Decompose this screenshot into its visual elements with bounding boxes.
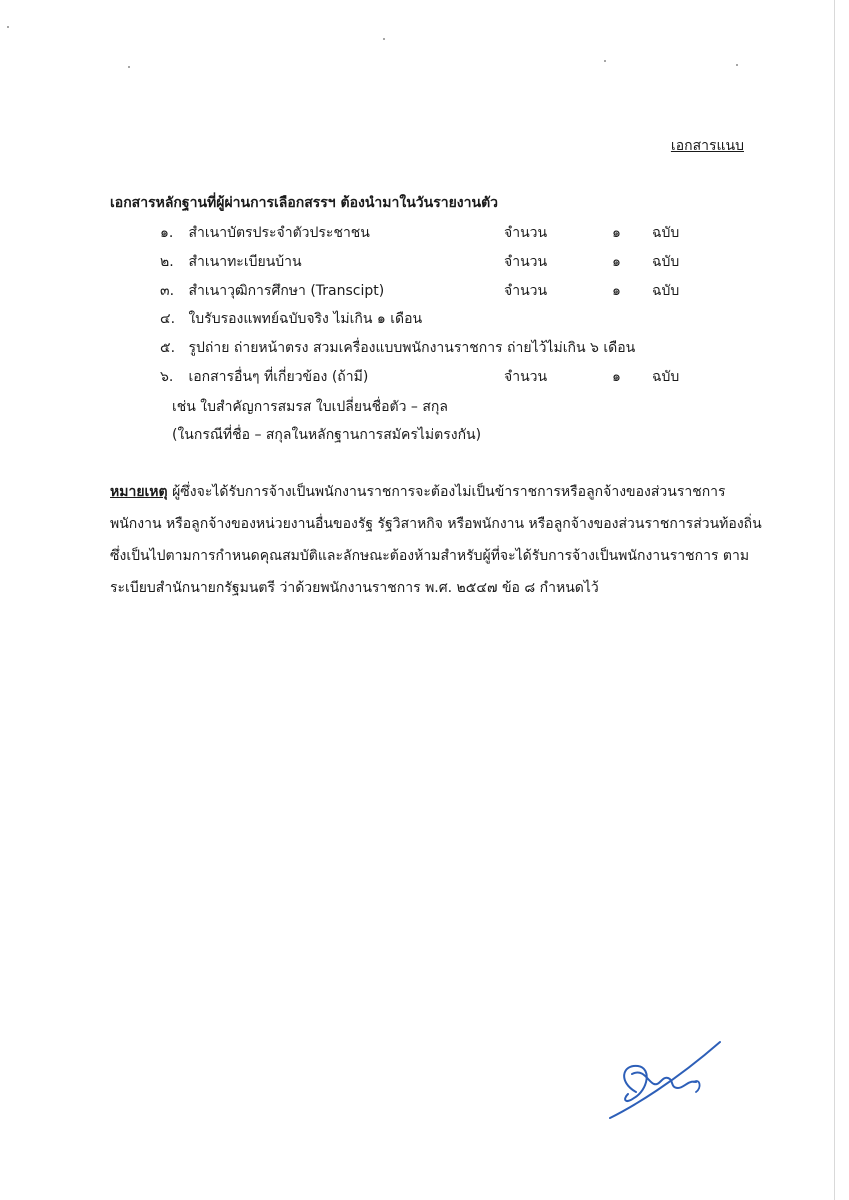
item-label: เอกสารอื่นๆ ที่เกี่ยวข้อง (ถ้ามี) — [188, 369, 369, 385]
item-number: ๑. — [160, 225, 174, 241]
remark-block — [110, 476, 760, 604]
item-label: สำเนาทะเบียนบ้าน — [188, 254, 302, 270]
item-note: เช่น ใบสำคัญการสมรส ใบเปลี่ยนชื่อตัว – สกุล — [172, 399, 448, 415]
list-item — [160, 251, 302, 273]
item-number: ๓. — [160, 283, 175, 299]
item-qty-word: จำนวน — [504, 225, 548, 241]
item-qty: ๑ — [612, 369, 621, 385]
item-unit: ฉบับ — [652, 254, 680, 270]
page-edge — [834, 0, 835, 1200]
item-qty-word: จำนวน — [504, 283, 548, 299]
item-number: ๒. — [160, 254, 174, 270]
item-qty-word: จำนวน — [504, 254, 548, 270]
scan-speck — [736, 64, 738, 66]
item-unit: ฉบับ — [652, 283, 680, 299]
item-label: รูปถ่าย ถ่ายหน้าตรง สวมเครื่องแบบพนักงานราชการ ถ่ายไว้ไม่เกิน ๖ เดือน — [188, 340, 636, 356]
list-item — [160, 308, 422, 330]
item-qty: ๑ — [612, 283, 621, 299]
item-unit: ฉบับ — [652, 225, 680, 241]
item-label: สำเนาบัตรประจำตัวประชาชน — [188, 225, 370, 241]
item-label: สำเนาวุฒิการศึกษา (Transcipt) — [188, 283, 385, 299]
item-label: ใบรับรองแพทย์ฉบับจริง ไม่เกิน ๑ เดือน — [188, 311, 423, 327]
remark-line: ซึ่งเป็นไปตามการกำหนดคุณสมบัติและลักษณะต้องห้ามสำหรับผู้ที่จะได้รับการจ้างเป็นพนักงานราชการ ตาม — [110, 548, 750, 564]
scan-speck — [383, 38, 385, 40]
list-item — [160, 337, 635, 359]
scan-speck — [128, 66, 130, 68]
item-note: (ในกรณีที่ชื่อ – สกุลในหลักฐานการสมัครไม่ตรงกัน) — [172, 427, 482, 443]
remark-line: ระเบียบสำนักนายกรัฐมนตรี ว่าด้วยพนักงานราชการ พ.ศ. ๒๕๔๗ ข้อ ๘ กำหนดไว้ — [110, 580, 599, 596]
item-number: ๖. — [160, 369, 174, 385]
signature-icon — [604, 1038, 728, 1124]
item-unit: ฉบับ — [652, 369, 680, 385]
remark-line: พนักงาน หรือลูกจ้างของหน่วยงานอื่นของรัฐ รัฐวิสาหกิจ หรือพนักงาน หรือลูกจ้างของส่วนราชการส่วนท้องถิ่น — [110, 516, 762, 532]
document-heading: เอกสารหลักฐานที่ผู้ผ่านการเลือกสรรฯ ต้องนำมาในวันรายงานตัว — [110, 195, 499, 211]
item-qty-word: จำนวน — [504, 369, 548, 385]
item-number: ๕. — [160, 340, 176, 356]
item-number: ๔. — [160, 311, 176, 327]
list-item — [160, 222, 370, 244]
remark-label: หมายเหตุ — [110, 484, 168, 500]
item-qty: ๑ — [612, 254, 621, 270]
attachment-label: เอกสารแนบ — [670, 138, 744, 154]
remark-text: ผู้ซึ่งจะได้รับการจ้างเป็นพนักงานราชการจะต้องไม่เป็นข้าราชการหรือลูกจ้างของส่วนราชการ — [172, 484, 726, 500]
remark-line — [110, 476, 760, 508]
item-qty: ๑ — [612, 225, 621, 241]
list-item — [160, 280, 384, 302]
scan-speck — [7, 26, 9, 28]
list-item — [160, 366, 368, 388]
scan-speck — [604, 60, 606, 62]
